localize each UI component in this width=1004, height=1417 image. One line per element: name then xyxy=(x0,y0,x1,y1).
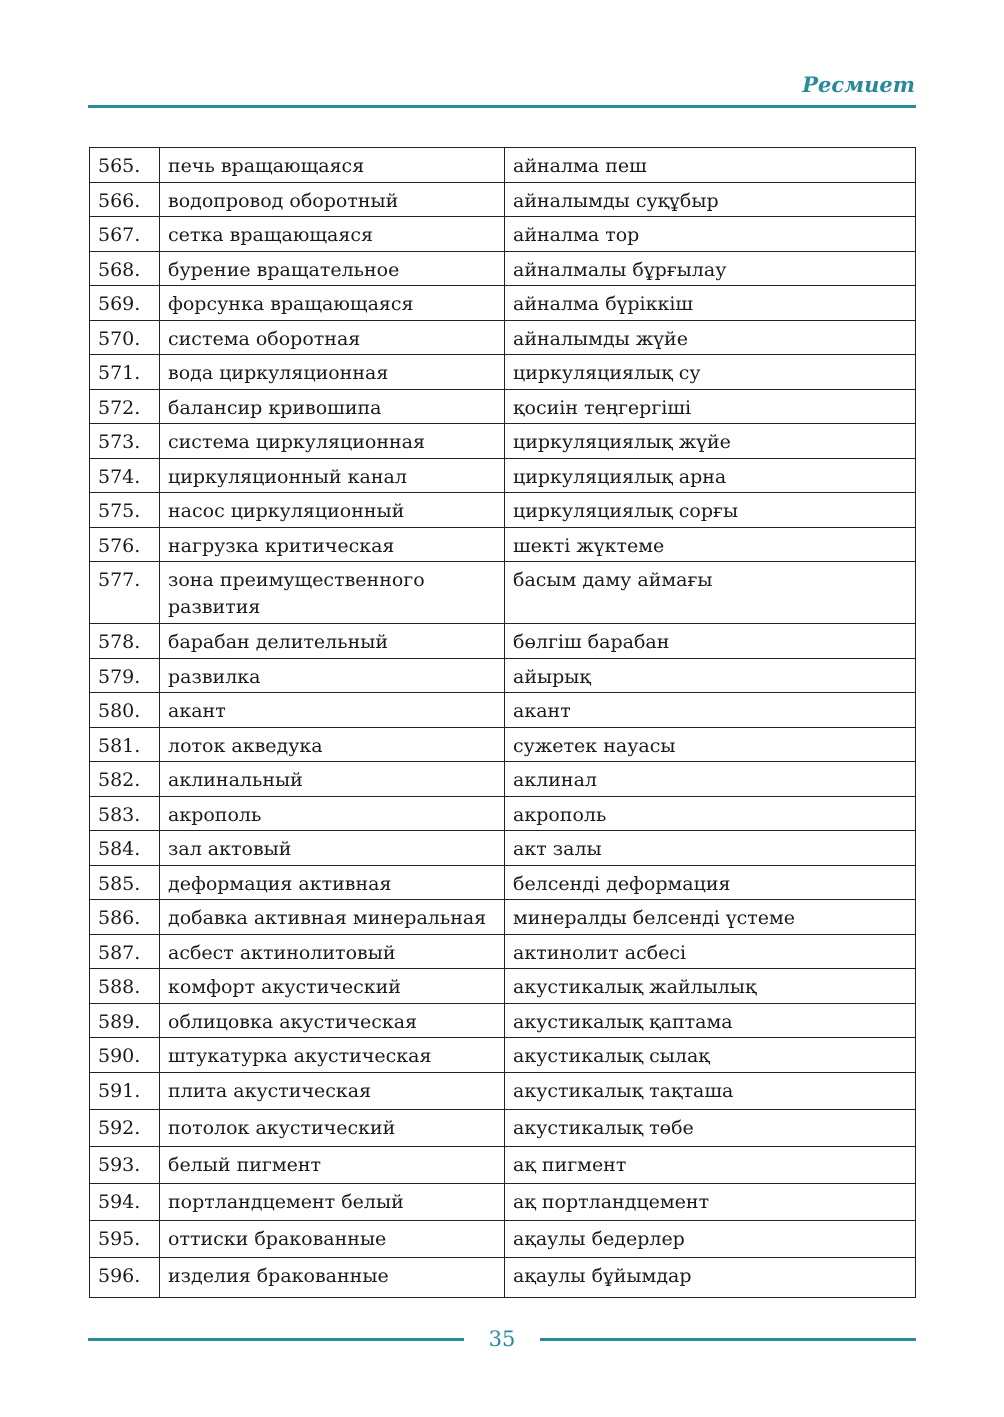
footer-rule-right xyxy=(540,1338,916,1341)
term-russian: форсунка вращающаяся xyxy=(160,286,505,321)
term-russian: аклинальный xyxy=(160,762,505,797)
table-row xyxy=(90,1109,916,1146)
term-number: 587. xyxy=(90,934,160,969)
table-row xyxy=(90,148,916,183)
term-kazakh: циркуляциялық арна xyxy=(505,458,916,493)
footer-rule-left xyxy=(88,1338,464,1341)
term-kazakh: акрополь xyxy=(505,796,916,831)
table-row xyxy=(90,831,916,866)
term-russian: зал актовый xyxy=(160,831,505,866)
table-row xyxy=(90,934,916,969)
term-russian: сетка вращающаяся xyxy=(160,217,505,252)
term-russian: вода циркуляционная xyxy=(160,355,505,390)
term-russian: насос циркуляционный xyxy=(160,493,505,528)
table-row xyxy=(90,320,916,355)
term-number: 590. xyxy=(90,1038,160,1073)
term-number: 595. xyxy=(90,1220,160,1257)
term-kazakh: басым даму аймағы xyxy=(505,562,916,624)
term-number: 566. xyxy=(90,182,160,217)
term-russian: деформация активная xyxy=(160,865,505,900)
table-row xyxy=(90,217,916,252)
term-number: 578. xyxy=(90,624,160,659)
term-kazakh: акустикалық жайлылық xyxy=(505,969,916,1004)
term-russian: плита акустическая xyxy=(160,1072,505,1109)
table-row xyxy=(90,389,916,424)
term-kazakh: айналмалы бұрғылау xyxy=(505,251,916,286)
term-russian: акант xyxy=(160,693,505,728)
table-row xyxy=(90,493,916,528)
table-row xyxy=(90,796,916,831)
term-number: 588. xyxy=(90,969,160,1004)
term-kazakh: шекті жүктеме xyxy=(505,527,916,562)
table-row xyxy=(90,624,916,659)
term-number: 577. xyxy=(90,562,160,624)
term-kazakh: бөлгіш барабан xyxy=(505,624,916,659)
term-russian: штукатурка акустическая xyxy=(160,1038,505,1073)
term-kazakh: акт залы xyxy=(505,831,916,866)
term-number: 572. xyxy=(90,389,160,424)
term-russian: асбест актинолитовый xyxy=(160,934,505,969)
table-row xyxy=(90,693,916,728)
term-russian: печь вращающаяся xyxy=(160,148,505,183)
term-kazakh: акустикалық қаптама xyxy=(505,1003,916,1038)
term-number: 576. xyxy=(90,527,160,562)
term-russian: акрополь xyxy=(160,796,505,831)
term-number: 568. xyxy=(90,251,160,286)
term-russian: циркуляционный канал xyxy=(160,458,505,493)
term-number: 573. xyxy=(90,424,160,459)
term-kazakh: актинолит асбесі xyxy=(505,934,916,969)
term-number: 596. xyxy=(90,1257,160,1297)
term-number: 593. xyxy=(90,1146,160,1183)
term-number: 579. xyxy=(90,658,160,693)
term-kazakh: аклинал xyxy=(505,762,916,797)
table-row xyxy=(90,1183,916,1220)
term-kazakh: акустикалық төбе xyxy=(505,1109,916,1146)
term-kazakh: акустикалық тақташа xyxy=(505,1072,916,1109)
table-row xyxy=(90,1038,916,1073)
table-row xyxy=(90,251,916,286)
term-kazakh: акант xyxy=(505,693,916,728)
table-row xyxy=(90,1146,916,1183)
term-russian: облицовка акустическая xyxy=(160,1003,505,1038)
header-rule xyxy=(88,105,916,108)
term-russian: зона преимущественного развития xyxy=(160,562,505,624)
table-row xyxy=(90,1220,916,1257)
term-number: 592. xyxy=(90,1109,160,1146)
term-kazakh: айналымды суқұбыр xyxy=(505,182,916,217)
term-russian: комфорт акустический xyxy=(160,969,505,1004)
term-number: 583. xyxy=(90,796,160,831)
term-russian: потолок акустический xyxy=(160,1109,505,1146)
term-russian: портландцемент белый xyxy=(160,1183,505,1220)
term-kazakh: минералды белсенді үстеме xyxy=(505,900,916,935)
term-russian: развилка xyxy=(160,658,505,693)
term-russian: водопровод оборотный xyxy=(160,182,505,217)
table-row xyxy=(90,458,916,493)
term-number: 581. xyxy=(90,727,160,762)
table-row xyxy=(90,727,916,762)
term-kazakh: айналымды жүйе xyxy=(505,320,916,355)
glossary-table xyxy=(89,147,916,1298)
term-russian: бурение вращательное xyxy=(160,251,505,286)
table-row xyxy=(90,286,916,321)
term-number: 594. xyxy=(90,1183,160,1220)
term-number: 567. xyxy=(90,217,160,252)
term-russian: лоток акведука xyxy=(160,727,505,762)
term-kazakh: ақ портландцемент xyxy=(505,1183,916,1220)
term-kazakh: циркуляциялық су xyxy=(505,355,916,390)
term-number: 570. xyxy=(90,320,160,355)
term-russian: белый пигмент xyxy=(160,1146,505,1183)
table-row xyxy=(90,865,916,900)
term-number: 586. xyxy=(90,900,160,935)
term-kazakh: циркуляциялық жүйе xyxy=(505,424,916,459)
header-title: Ресмиет xyxy=(802,72,915,97)
term-number: 585. xyxy=(90,865,160,900)
table-row xyxy=(90,562,916,624)
term-number: 574. xyxy=(90,458,160,493)
term-number: 575. xyxy=(90,493,160,528)
term-kazakh: айналма бүріккіш xyxy=(505,286,916,321)
term-kazakh: сужетек науасы xyxy=(505,727,916,762)
term-kazakh: ақ пигмент xyxy=(505,1146,916,1183)
term-kazakh: белсенді деформация xyxy=(505,865,916,900)
table-row xyxy=(90,1003,916,1038)
term-number: 580. xyxy=(90,693,160,728)
term-russian: нагрузка критическая xyxy=(160,527,505,562)
table-row xyxy=(90,182,916,217)
term-kazakh: айырық xyxy=(505,658,916,693)
table-row xyxy=(90,424,916,459)
term-russian: система оборотная xyxy=(160,320,505,355)
term-number: 591. xyxy=(90,1072,160,1109)
glossary-table-body xyxy=(90,148,916,1298)
page-number: 35 xyxy=(488,1327,516,1351)
term-kazakh: айналма пеш xyxy=(505,148,916,183)
term-kazakh: ақаулы бедерлер xyxy=(505,1220,916,1257)
term-kazakh: қосиін теңгергіші xyxy=(505,389,916,424)
table-row xyxy=(90,355,916,390)
term-number: 582. xyxy=(90,762,160,797)
term-kazakh: циркуляциялық сорғы xyxy=(505,493,916,528)
term-kazakh: ақаулы бұйымдар xyxy=(505,1257,916,1297)
term-russian: оттиски бракованные xyxy=(160,1220,505,1257)
term-russian: барабан делительный xyxy=(160,624,505,659)
table-row xyxy=(90,527,916,562)
term-russian: изделия бракованные xyxy=(160,1257,505,1297)
term-number: 571. xyxy=(90,355,160,390)
term-russian: система циркуляционная xyxy=(160,424,505,459)
table-row xyxy=(90,1257,916,1297)
term-russian: балансир кривошипа xyxy=(160,389,505,424)
table-row xyxy=(90,969,916,1004)
table-row xyxy=(90,900,916,935)
term-kazakh: акустикалық сылақ xyxy=(505,1038,916,1073)
term-number: 565. xyxy=(90,148,160,183)
term-number: 569. xyxy=(90,286,160,321)
term-kazakh: айналма тор xyxy=(505,217,916,252)
table-row xyxy=(90,762,916,797)
table-row xyxy=(90,658,916,693)
term-number: 589. xyxy=(90,1003,160,1038)
term-russian: добавка активная минеральная xyxy=(160,900,505,935)
table-row xyxy=(90,1072,916,1109)
term-number: 584. xyxy=(90,831,160,866)
